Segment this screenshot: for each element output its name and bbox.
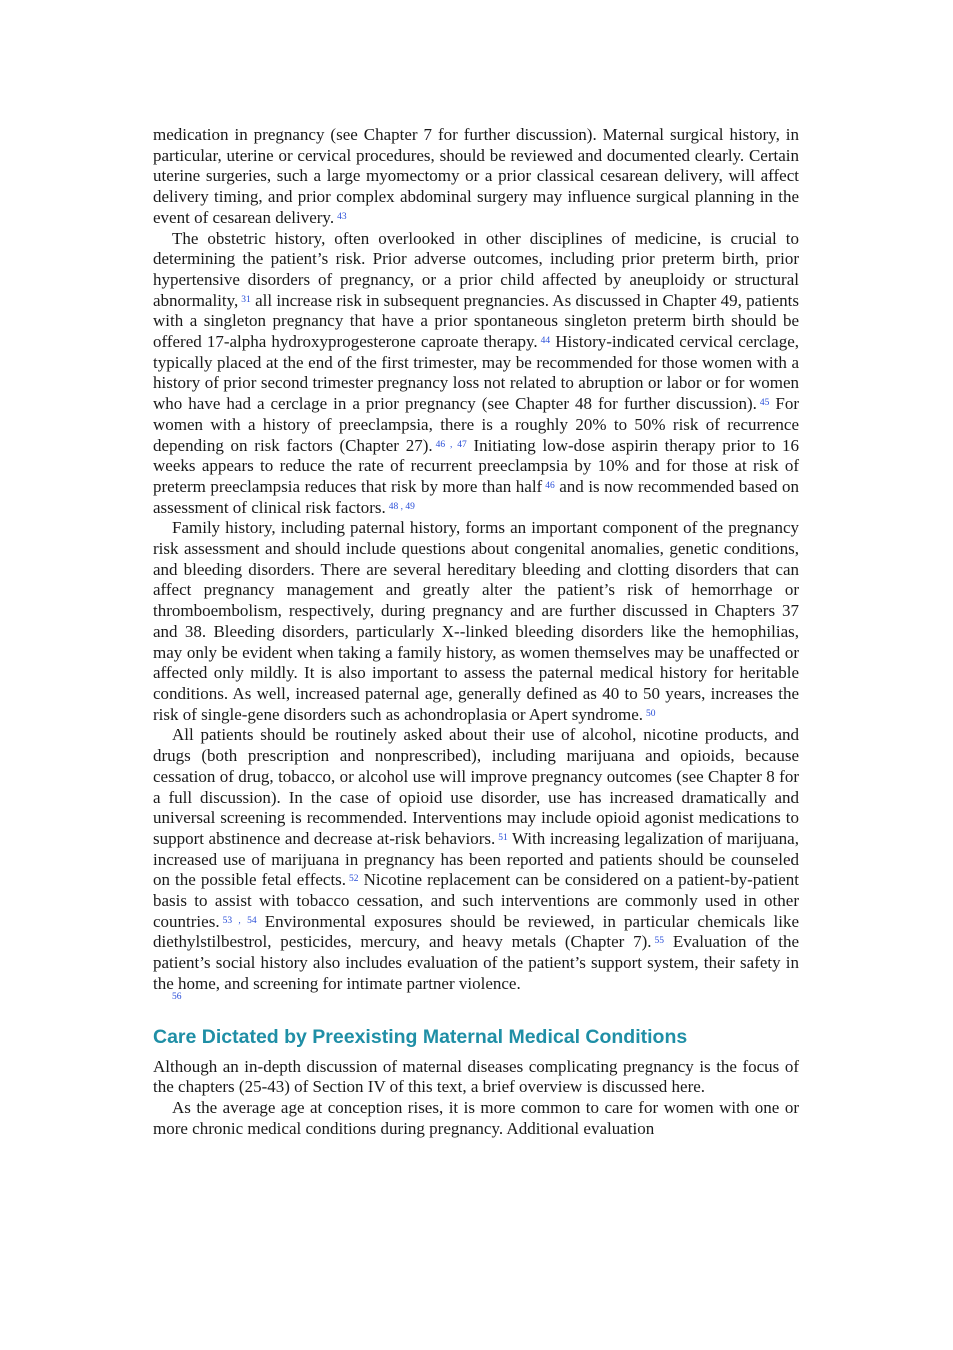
citation-reference[interactable]: 43	[337, 211, 347, 222]
citation-reference[interactable]: 55	[654, 936, 665, 947]
paragraph-text: The obstetric history, often overlooked in other disciplines of medicine, is crucial to determining the patient’s risk. Prior adverse outcomes, including prior preterm birth, prior hypertensive disorders of pregnancy, or a prior child affected by aneuploidy or structural abnormality,	[153, 228, 799, 310]
paragraph-text: Evaluation of the patient’s social history also includes evaluation of the patient’s support system, their safety in the home, and screening for intimate partner violence.	[153, 932, 800, 993]
paragraph-text: medication in pregnancy (see Chapter 7 for further discussion). Maternal surgical history, in particular, uterine or cervical procedures, should be reviewed and documented clearly. Certain uterine surgeries, such a large myomectomy or a prior classical cesarean delivery, will affect delivery timing, and prior complex abdominal surgery may influence surgical planning in the event of cesarean delivery.	[153, 125, 799, 227]
citation-reference[interactable]: 44	[540, 336, 551, 347]
paragraph-text: For women with a history of preeclampsia, there is a roughly 20% to 50% risk of recurrence depending on risk factors (Chapter 27).	[153, 394, 800, 455]
paragraph-surgical-history	[153, 125, 799, 229]
paragraph-family-history	[153, 518, 799, 725]
citation-reference[interactable]: 51	[498, 832, 508, 843]
paragraph-text: All patients should be routinely asked about their use of alcohol, nicotine products, and drugs (both prescription and nonprescribed), including marijuana and opioids, because cessation of drug, tobacco, or alcohol use will improve pregnancy outcomes (see Chapter 8 for a full discussion). In the case of opioid use disorder, use has increased dramatically and universal screening is recommended. Interventions may include opioid agonist medications to support abstinence and decrease at-risk behaviors.	[153, 725, 799, 848]
paragraph-text: and is now recommended based on assessment of clinical risk factors.	[153, 476, 799, 517]
citation-reference[interactable]: 53 , 54	[222, 915, 257, 926]
section-heading: Care Dictated by Preexisting Maternal Medical Conditions	[153, 1025, 688, 1048]
citation-reference[interactable]: 45	[759, 398, 770, 409]
paragraph-chronic-conditions	[153, 1098, 799, 1139]
paragraph-text: History-indicated cervical cerclage, typically placed at the end of the first trimester, may be recommended for those women with a history of prior second trimester pregnancy loss not related to abruption or labor or for women who have had a cerclage in a prior pregnancy (see Chapter 48 for further discussion).	[153, 332, 800, 414]
citation-reference[interactable]: 50	[646, 708, 656, 719]
paragraph-text: Environmental exposures should be reviewed, in particular chemicals like diethylstilbestrol, pesticides, mercury, and heavy metals (Chapter 7).	[153, 911, 799, 952]
citation-reference[interactable]: 31	[241, 294, 251, 305]
paragraph-text: Initiating low-dose aspirin therapy prior to 16 weeks appears to reduce the rate of recurrent preeclampsia by 10% and for those at risk of preterm preeclampsia reduces that risk by more than half	[153, 435, 800, 496]
citation-reference[interactable]: 48 , 49	[388, 501, 415, 512]
paragraph-text: Although an in-depth discussion of maternal diseases complicating pregnancy is the focus of the chapters (25-43) of Section IV of this text, a brief overview is discussed here.	[153, 1056, 799, 1097]
paragraph-text: all increase risk in subsequent pregnancies. As discussed in Chapter 49, patients with a singleton pregnancy that have a prior spontaneous singleton preterm birth should be offered 17-alpha hydroxyprogesterone caproate therapy.	[153, 290, 799, 352]
paragraph-text: Family history, including paternal history, forms an important component of the pregnancy risk assessment and should include questions about congenital anomalies, genetic conditions, and bleeding disorders. There are several hereditary bleeding and clotting disorders that can affect pregnancy management and greatly alter the patient’s risk of hemorrhage or thromboembolism, respectively, during pregnancy and are further discussed in Chapters 37 and 38. Bleeding disorders, particularly X--linked bleeding disorders like the hemophilias, may only be evident when taking a family history, as women themselves may be unaffected or affected only mildly. It is also important to assess the paternal medical history for heritable conditions. As well, increased paternal age, generally defined as 40 to 50 years, increases the risk of single-gene disorders such as achondroplasia or Apert syndrome.	[153, 518, 799, 724]
paragraph-text: With increasing legalization of marijuana, increased use of marijuana in pregnancy has been reported and patients should be counseled on the possible fetal effects.	[153, 828, 799, 890]
citation-reference[interactable]: 46	[545, 480, 555, 491]
paragraph-text: Nicotine replacement can be considered on a patient-by-patient basis to assist with tobacco cessation, and such interventions are commonly used in other countries.	[153, 870, 799, 931]
citation-reference[interactable]: 46 , 47	[435, 439, 467, 450]
paragraph-text: As the average age at conception rises, it is more common to care for women with one or more chronic medical conditions during pregnancy. Additional evaluation	[153, 1097, 799, 1138]
citation-reference[interactable]: 52	[349, 874, 359, 885]
paragraph-substance-use: All patients should be routinely asked about their use of alcohol, nicotine products, and drugs (both prescription and nonprescribed), including marijuana and opioids, because cessation of drug, tobacco, or alcohol use will improve pregnancy outcomes (see Chapter 8 for a full discussion). In the case of opioid use disorder, use has increased dramatically and universal screening is recommended. Interventions may include opioid agonist medications to support abstinence and decrease at-risk behaviors. $^{51}$ With increasing legalization of marijuana, increased use of marijuana in pregnancy has been reported and patients should be counseled on the possible fetal effects. $^{52}$ Nicotine replacement can be considered on a patient-by-patient basis to assist with tobacco cessation, and such interventions are commonly used in other countries. $^{53 , 54}$ Environmental exposures should be reviewed, in particular chemicals like diethylstilbestrol, pesticides, mercury, and heavy metals (Chapter 7). $^{55}$ Evaluation of the patient’s social history also includes evaluation of the patient’s support system, their safety in the home, and screening for intimate partner violence. 56	[153, 725, 800, 1002]
paragraph-obstetric-history	[153, 229, 799, 519]
document-page	[153, 125, 799, 1139]
paragraph-overview	[153, 1057, 799, 1098]
